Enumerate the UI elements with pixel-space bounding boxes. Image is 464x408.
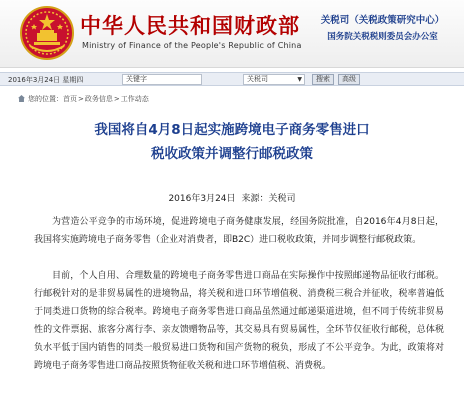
breadcrumb-separator: >	[78, 95, 84, 103]
article-source: 来源：关税司	[241, 194, 296, 204]
chevron-down-icon: ▼	[297, 76, 302, 83]
breadcrumb-work-updates[interactable]: 工作动态	[120, 95, 149, 103]
site-title: 中华人民共和国财政部	[80, 13, 300, 38]
advanced-search-button[interactable]: 高级	[338, 74, 360, 85]
article-title	[0, 118, 464, 166]
scope-select-value: 关税司	[247, 75, 268, 83]
search-input[interactable]: 关键字	[122, 74, 202, 85]
department-name	[305, 12, 460, 46]
breadcrumb-news[interactable]: 政务信息	[84, 95, 113, 103]
department-line-2: 国务院关税税则委员会办公室	[327, 32, 438, 42]
article-paragraph: 目前，个人自用、合理数量的跨境电子商务零售进口商品在实际操作中按照邮递物品征收行邮税。行邮税针对的是非贸易属性的进境物品，将关税和进口环节增值税、消费税三税合并征收，税率普遍低于同类进口货物的综合税率。跨境电子商务零售进口商品虽然通过邮递渠道进境，但不同于传统非贸易性的文件票据、旅客分离行李、亲友馈赠物品等，其交易具有贸易属性，全环节仅征收行邮税，总体税负水平低于国内销售的同类一般贸易进口货物和国产货物的税负，形成了不公平竞争。为此，政策将对跨境电子商务零售进口商品按照货物征收关税和进口环节增值税、消费税。	[34, 271, 444, 371]
current-date: 2016年3月24日 星期四	[8, 76, 84, 84]
search-button[interactable]: 搜索	[312, 74, 334, 85]
breadcrumb	[18, 94, 149, 104]
article-date: 2016年3月24日	[168, 194, 236, 204]
breadcrumb-separator: >	[113, 95, 120, 103]
national-emblem-icon	[20, 6, 74, 60]
article-meta	[0, 191, 464, 204]
article-title-line-1: 我国将自4月8日起实施跨境电子商务零售进口	[94, 122, 370, 138]
search-toolbar	[0, 72, 464, 86]
scope-select[interactable]	[243, 74, 305, 85]
article-title-line-2: 税收政策并调整行邮税政策	[151, 146, 313, 162]
site-title-en: Ministry of Finance of the People's Republic of China	[82, 41, 302, 50]
home-icon	[18, 95, 25, 102]
breadcrumb-prefix: 您的位置：	[28, 95, 63, 103]
article-paragraph: 为营造公平竞争的市场环境，促进跨境电子商务健康发展，经国务院批准，自2016年4月8日起，我国将实施跨境电子商务零售（企业对消费者，即B2C）进口税收政策，并同步调整行邮税政策。	[34, 217, 444, 245]
site-header	[0, 0, 464, 68]
department-line-1: 关税司（关税政策研究中心）	[320, 15, 445, 26]
breadcrumb-home[interactable]: 首页	[63, 95, 77, 103]
